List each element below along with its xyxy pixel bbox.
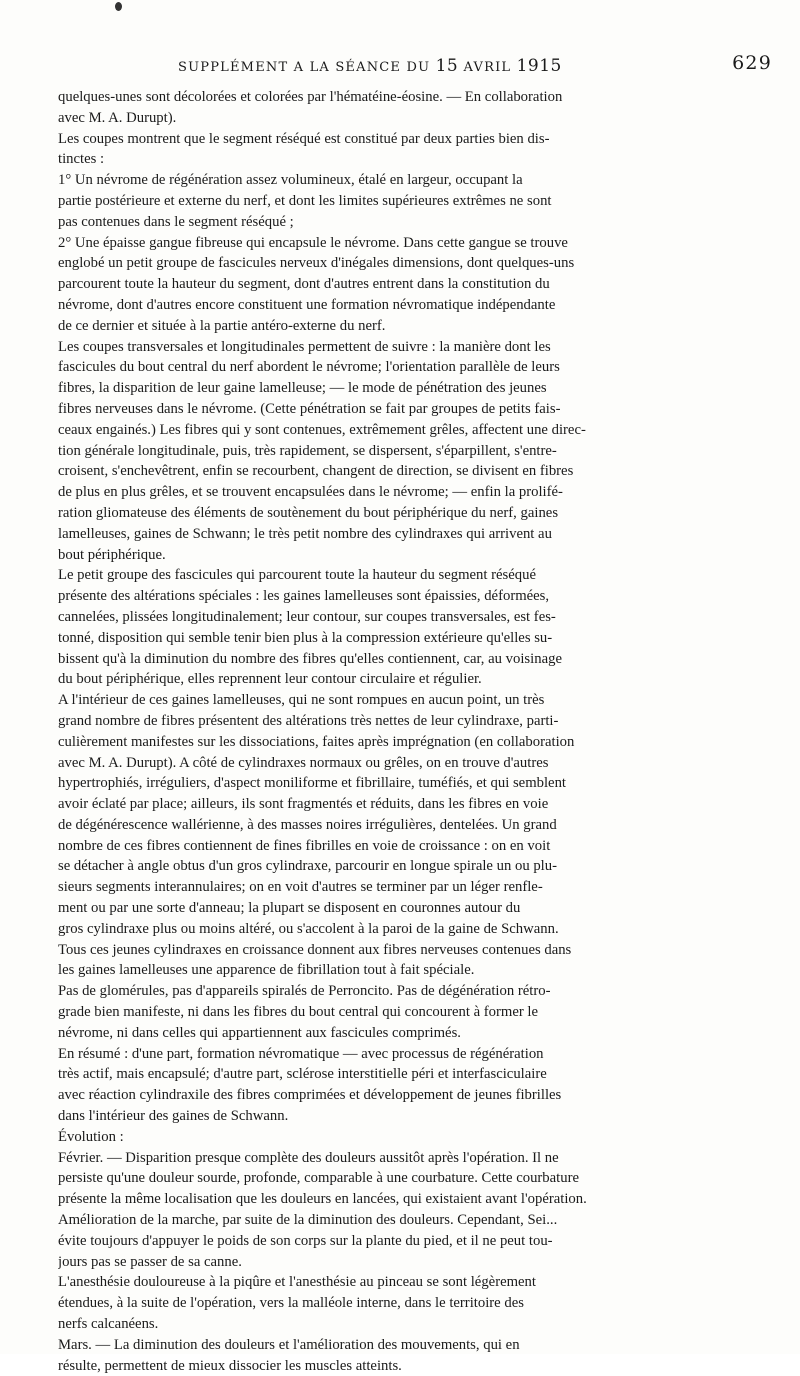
text-line: Évolution : <box>58 1128 124 1145</box>
text-line: croisent, s'enchevêtrent, enfin se recourbent, changent de direction, se divisent en fibres <box>58 463 574 480</box>
text-line: les gaines lamelleuses une apparence de fibrillation tout à fait spéciale. <box>58 962 475 979</box>
page-header <box>60 52 772 76</box>
text-line: tion générale longitudinale, puis, très rapidement, se dispersent, s'éparpillent, s'entre- <box>58 442 557 459</box>
text-line: fascicules du bout central du nerf abordent le névrome; l'orientation parallèle de leurs <box>58 359 560 376</box>
text-line: sieurs segments interannulaires; on en voit d'autres se terminer par un léger renfle- <box>58 879 543 896</box>
running-title <box>178 56 562 76</box>
text-line: Pas de glomérules, pas d'appareils spiralés de Perroncito. Pas de dégénération rétro- <box>58 983 551 1000</box>
text-line: de dégénérescence wallérienne, à des masses noires irrégulières, dentelées. Un grand <box>58 816 557 833</box>
text-line: tinctes : <box>58 151 105 168</box>
text-line: pas contenues dans le segment réséqué ; <box>58 213 294 230</box>
text-line: de ce dernier et située à la partie antéro-externe du nerf. <box>58 317 386 334</box>
text-line: hypertrophiés, irréguliers, d'aspect moniliforme et fibrillaire, tuméfiés, et qui semblent <box>58 775 566 792</box>
text-line: 1° Un névrome de régénération assez volumineux, étalé en largeur, occupant la <box>58 172 523 189</box>
ink-speck <box>115 2 122 11</box>
text-line: culièrement manifestes sur les dissociations, faites après imprégnation (en collaboration <box>58 733 575 750</box>
text-line: avec M. A. Durupt). <box>58 109 177 126</box>
text-line: L'anesthésie douloureuse à la piqûre et l'anesthésie au pinceau se sont légèrement <box>58 1274 536 1291</box>
text-line: de plus en plus grêles, et se trouvent encapsulées dans le névrome; — enfin la prolifé- <box>58 484 563 501</box>
text-line: fibres nerveuses dans le névrome. (Cette pénétration se fait par groupes de petits fais- <box>58 400 561 417</box>
text-line: grand nombre de fibres présentent des altérations très nettes de leur cylindraxe, parti- <box>58 712 559 729</box>
text-line: nombre de ces fibres contiennent de fines fibrilles en voie de croissance : on en voit <box>58 837 551 854</box>
text-line: avec M. A. Durupt). A côté de cylindraxes normaux ou grêles, on en trouve d'autres <box>58 754 549 771</box>
running-title-day: 15 <box>435 56 459 76</box>
running-title-year: 1915 <box>516 56 562 76</box>
text-line: Les coupes montrent que le segment réséqué est constitué par deux parties bien dis- <box>58 130 550 147</box>
text-line: ment ou par une sorte d'anneau; la plupart se disposent en couronnes autour du <box>58 900 521 917</box>
text-line: névrome, dont d'autres encore constituent une formation névromatique indépendante <box>58 296 556 313</box>
text-line: lamelleuses, gaines de Schwann; le très petit nombre des cylindraxes qui arrivent au <box>58 525 552 542</box>
text-line: persiste qu'une douleur sourde, profonde, comparable à une courbature. Cette courbature <box>58 1170 579 1187</box>
text-line: très actif, mais encapsulé; d'autre part, sclérose interstitielle péri et interfasciculaire <box>58 1066 547 1083</box>
body-text <box>58 87 758 1376</box>
text-line: fibres, la disparition de leur gaine lamelleuse; — le mode de pénétration des jeunes <box>58 380 547 397</box>
running-title-text: SUPPLÉMENT A LA SÉANCE DU <box>178 60 436 75</box>
text-line: grade bien manifeste, ni dans les fibres du bout central qui concourent à former le <box>58 1004 539 1021</box>
text-line: se détacher à angle obtus d'un gros cylindraxe, parcourir en longue spirale un ou plu- <box>58 858 558 875</box>
text-line: ration gliomateuse des éléments de soutènement du bout périphérique du nerf, gaines <box>58 504 559 521</box>
text-line: englobé un petit groupe de fascicules nerveux d'inégales dimensions, dont quelques-uns <box>58 255 575 272</box>
text-line: gros cylindraxe plus ou moins altéré, ou s'accolent à la paroi de la gaine de Schwann. <box>58 920 559 937</box>
text-line: En résumé : d'une part, formation névromatique — avec processus de régénération <box>58 1045 544 1062</box>
text-line: présente des altérations spéciales : les gaines lamelleuses sont épaissies, déformées, <box>58 588 550 605</box>
text-line: A l'intérieur de ces gaines lamelleuses, qui ne sont rompues en aucun point, un très <box>58 692 545 709</box>
text-line: résulte, permettent de mieux dissocier les muscles atteints. <box>58 1357 402 1374</box>
text-line: Le petit groupe des fascicules qui parcourent toute la hauteur du segment réséqué <box>58 567 536 584</box>
text-line: dans l'intérieur des gaines de Schwann. <box>58 1108 289 1125</box>
text-line: jours pas se passer de sa canne. <box>58 1253 242 1270</box>
text-line: Amélioration de la marche, par suite de la diminution des douleurs. Cependant, Sei... <box>58 1212 558 1229</box>
text-line: 2° Une épaisse gangue fibreuse qui encapsule le névrome. Dans cette gangue se trouve <box>58 234 568 251</box>
text-line: du bout périphérique, elles reprennent leur contour circulaire et régulier. <box>58 671 482 688</box>
text-line: bissent qu'à la diminution du nombre des fibres qu'elles contiennent, car, au voisinage <box>58 650 562 667</box>
running-title-month: AVRIL <box>458 60 517 75</box>
text-line: ceaux engainés.) Les fibres qui y sont contenues, extrêmement grêles, affectent une direc- <box>58 421 586 438</box>
text-line: étendues, à la suite de l'opération, vers la malléole interne, dans le territoire des <box>58 1295 524 1312</box>
text-line: névrome, ni dans celles qui appartiennent aux fascicules comprimés. <box>58 1024 461 1041</box>
text-line: évite toujours d'appuyer le poids de son corps sur la plante du pied, et il ne peut tou- <box>58 1232 553 1249</box>
text-line: nerfs calcanéens. <box>58 1316 159 1333</box>
text-line: quelques-unes sont décolorées et colorées par l'hématéine-éosine. — En collaboration <box>58 89 563 105</box>
text-line: bout périphérique. <box>58 546 166 563</box>
text-line: tonné, disposition qui semble tenir bien plus à la compression extérieure qu'elles su- <box>58 629 553 646</box>
text-line: Tous ces jeunes cylindraxes en croissance donnent aux fibres nerveuses contenues dans <box>58 941 572 958</box>
text-line: parcourent toute la hauteur du segment, dont d'autres entrent dans la constitution du <box>58 276 550 293</box>
text-line: Mars. — La diminution des douleurs et l'amélioration des mouvements, qui en <box>58 1336 520 1353</box>
text-line: avoir éclaté par place; ailleurs, ils sont fragmentés et réduits, dans les fibres en voie <box>58 796 549 813</box>
text-line: présente la même localisation que les douleurs en lancées, qui existaient avant l'opération. <box>58 1191 587 1208</box>
text-line: partie postérieure et externe du nerf, et dont les limites supérieures extrêmes ne sont <box>58 192 552 209</box>
text-line: Février. — Disparition presque complète des douleurs aussitôt après l'opération. Il ne <box>58 1149 559 1166</box>
text-line: Les coupes transversales et longitudinales permettent de suivre : la manière dont les <box>58 338 551 355</box>
page-number: 629 <box>732 52 772 74</box>
text-line: avec réaction cylindraxile des fibres comprimées et développement de jeunes fibrilles <box>58 1087 562 1104</box>
text-line: cannelées, plissées longitudinalement; leur contour, sur coupes transversales, est fes- <box>58 608 556 625</box>
